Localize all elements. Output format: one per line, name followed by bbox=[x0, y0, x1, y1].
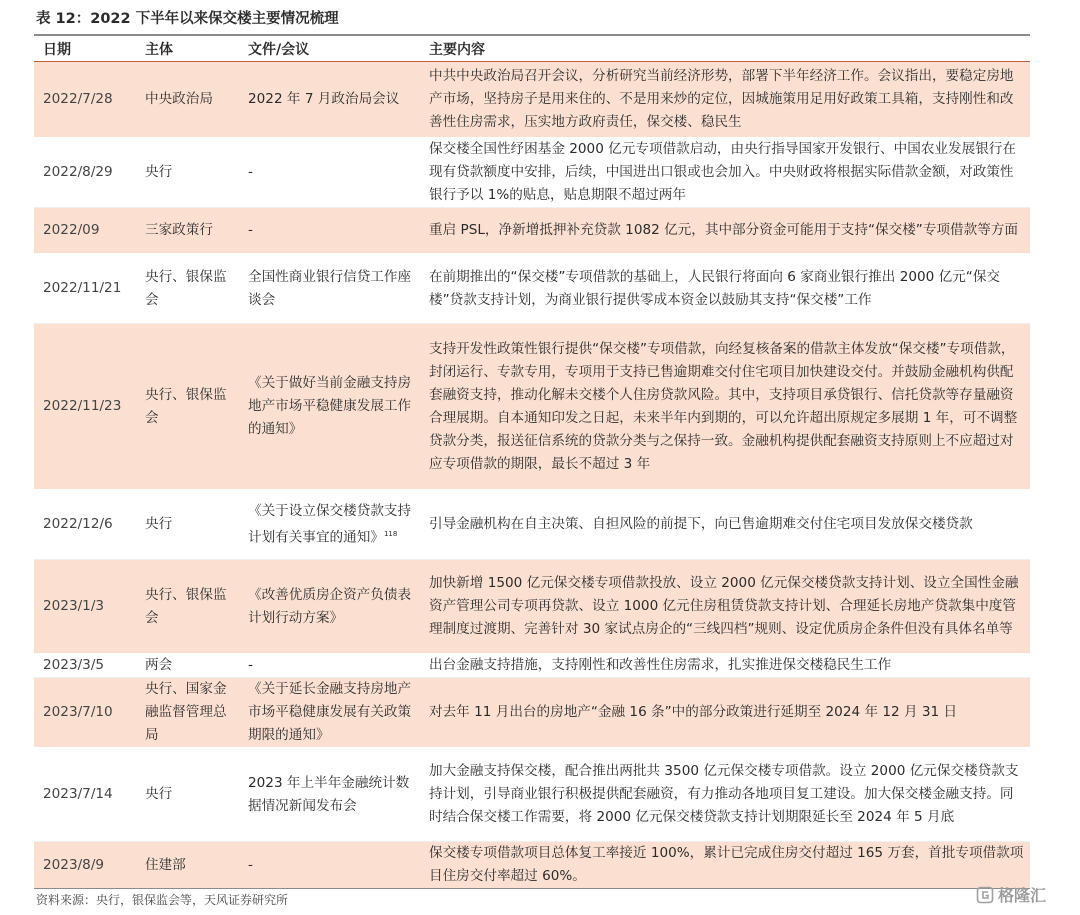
cell-entity bbox=[136, 748, 239, 842]
header-document: 文件/会议 bbox=[239, 35, 420, 62]
cell-document-text: 《关于设立保交楼贷款支持计划有关事宜的通知》 bbox=[248, 502, 412, 546]
source-note: 资料来源：央行，银保监会等，天风证券研究所 bbox=[36, 893, 289, 907]
header-date: 日期 bbox=[34, 35, 136, 62]
cell-content bbox=[420, 254, 1030, 324]
cell-date-text: 2023/7/10 bbox=[43, 704, 113, 720]
cell-content bbox=[420, 678, 1030, 748]
cell-document bbox=[239, 490, 420, 560]
cell-document-text: 2022 年 7 月政治局会议 bbox=[248, 91, 400, 107]
cell-content bbox=[420, 324, 1030, 490]
cell-entity-text: 央行、银保监会 bbox=[145, 268, 227, 308]
cell-date-text: 2023/3/5 bbox=[43, 657, 105, 673]
cell-content-text: 支持开发性政策性银行提供“保交楼”专项借款，向经复核备案的借款主体发放“保交楼”专项借款，封闭运行、专款专用，专项用于支持已售逾期难交付住宅项目加快建设交付。并鼓励金融机构供配套融资支持，推动化解未交楼个人住房贷款风险。其中，支持项目承贷银行、信托贷款等存量融资合理展期。自本通知印发之日起，未来半年内到期的，可以允许超出原规定多展期 1 年，可不调整贷款分类，报送征信系统的贷款分类与之保持一致。金融机构提供配套融资支持原则上不应超过对应专项借款的期限，最长不超过 3 年 bbox=[429, 340, 1018, 472]
table-row bbox=[34, 254, 1030, 324]
cell-content bbox=[420, 748, 1030, 842]
cell-content-text: 出台金融支持措施，支持刚性和改善性住房需求，扎实推进保交楼稳民生工作 bbox=[429, 657, 892, 673]
cell-entity-text: 央行、国家金融监督管理总局 bbox=[145, 681, 227, 743]
cell-document bbox=[239, 842, 420, 889]
cell-document bbox=[239, 254, 420, 324]
table-header bbox=[34, 35, 1030, 62]
cell-date bbox=[34, 842, 136, 889]
cell-entity-text: 三家政策行 bbox=[145, 222, 213, 238]
cell-date-text: 2022/11/21 bbox=[43, 280, 122, 296]
table-title: 表 12：2022 下半年以来保交楼主要情况梳理 bbox=[36, 11, 339, 27]
policy-table bbox=[34, 34, 1030, 889]
cell-entity-text: 央行 bbox=[145, 786, 173, 802]
cell-entity bbox=[136, 490, 239, 560]
cell-document bbox=[239, 62, 420, 138]
cell-content-text: 在前期推出的“保交楼”专项借款的基础上，人民银行将面向 6 家商业银行推出 2000 亿元“保交楼”贷款支持计划，为商业银行提供零成本资金以鼓励其支持“保交楼”工作 bbox=[429, 268, 1001, 308]
cell-date bbox=[34, 138, 136, 208]
cell-document-text: - bbox=[248, 856, 253, 873]
cell-content-text: 引导金融机构在自主决策、自担风险的前提下，向已售逾期难交付住宅项目发放保交楼贷款 bbox=[429, 516, 973, 532]
header-entity: 主体 bbox=[136, 35, 239, 62]
cell-entity-text: 中央政治局 bbox=[145, 91, 213, 107]
cell-date-text: 2022/7/28 bbox=[43, 91, 113, 107]
cell-date bbox=[34, 62, 136, 138]
cell-entity-text: 央行、银保监会 bbox=[145, 386, 227, 426]
cell-document-text: - bbox=[248, 222, 253, 238]
table-body bbox=[34, 62, 1030, 889]
cell-document bbox=[239, 324, 420, 490]
cell-entity bbox=[136, 560, 239, 654]
table-row bbox=[34, 748, 1030, 842]
cell-date-text: 2022/09 bbox=[43, 222, 100, 238]
cell-content bbox=[420, 208, 1030, 254]
cell-date-text: 2023/8/9 bbox=[43, 856, 105, 873]
cell-content-text: 保交楼全国性纾困基金 2000 亿元专项借款启动，由央行指导国家开发银行、中国农业发展银行在现有贷款额度中安排，后续，中国进出口银或也会加入。中央财政将根据实际借款金额，对政策性银行予以 1%的贴息，贴息期限不超过两年 bbox=[429, 141, 1016, 203]
cell-entity-text: 央行 bbox=[145, 164, 173, 180]
cell-entity bbox=[136, 208, 239, 254]
cell-content bbox=[420, 560, 1030, 654]
cell-content-text: 重启 PSL，净新增抵押补充贷款 1082 亿元，其中部分资金可能用于支持“保交楼”专项借款等方面 bbox=[429, 222, 1019, 238]
cell-document-text: 《改善优质房企资产负债表计划行动方案》 bbox=[248, 586, 412, 626]
cell-content-text: 保交楼专项借款项目总体复工率接近 100%，累计已完成住房交付超过 165 万套，首批专项借款项目住房交付率超过 60%。 bbox=[429, 845, 1024, 884]
cell-content-text: 对去年 11 月出台的房地产“金融 16 条”中的部分政策进行延期至 2024 年 12 月 31 日 bbox=[429, 704, 958, 720]
cell-content-text: 中共中央政治局召开会议，分析研究当前经济形势，部署下半年经济工作。会议指出，要稳定房地产市场，坚持房子是用来住的、不是用来炒的定位，因城施策用足用好政策工具箱，支持刚性和改善性住房需求，压实地方政府责任，保交楼、稳民生 bbox=[429, 68, 1014, 130]
cell-entity-text: 央行、银保监会 bbox=[145, 586, 227, 626]
cell-date-text: 2023/1/3 bbox=[43, 598, 105, 614]
cell-document bbox=[239, 560, 420, 654]
table-row bbox=[34, 208, 1030, 254]
cell-date-text: 2023/7/14 bbox=[43, 786, 113, 802]
cell-content-text: 加大金融支持保交楼，配合推出两批共 3500 亿元保交楼专项借款。设立 2000 亿元保交楼贷款支持计划，引导商业银行积极提供配套融资，有力推动各地项目复工建设。加大保交楼金融支持。同时结合保交楼工作需要，将 2000 亿元保交楼贷款支持计划期限延长至 2024 年 5 月底 bbox=[429, 763, 1019, 825]
cell-entity bbox=[136, 254, 239, 324]
table-row bbox=[34, 324, 1030, 490]
cell-entity-text: 央行 bbox=[145, 516, 173, 532]
cell-entity bbox=[136, 842, 239, 889]
cell-entity bbox=[136, 62, 239, 138]
cell-entity-text: 两会 bbox=[145, 657, 173, 673]
cell-date bbox=[34, 490, 136, 560]
table-row bbox=[34, 560, 1030, 654]
cell-date bbox=[34, 254, 136, 324]
cell-document bbox=[239, 138, 420, 208]
watermark-text: 格隆汇 bbox=[997, 886, 1046, 905]
table-row bbox=[34, 654, 1030, 678]
cell-content bbox=[420, 654, 1030, 678]
cell-date-text: 2022/11/23 bbox=[43, 398, 122, 414]
table-row bbox=[34, 678, 1030, 748]
cell-document-text: 《关于延长金融支持房地产市场平稳健康发展有关政策期限的通知》 bbox=[248, 681, 412, 743]
cell-document-text: 全国性商业银行信贷工作座谈会 bbox=[248, 268, 412, 308]
cell-entity-text: 住建部 bbox=[145, 856, 186, 873]
cell-date-text: 2022/12/6 bbox=[43, 516, 113, 532]
cell-entity bbox=[136, 324, 239, 490]
cell-content-text: 加快新增 1500 亿元保交楼专项借款投放、设立 2000 亿元保交楼贷款支持计划、设立全国性金融资产管理公司专项再贷款、设立 1000 亿元住房租赁贷款支持计划、合理延长房地产贷款集中度管理制度过渡期、完善针对 30 家试点房企的“三线四档”规则、设定优质房企条件但没有具体名单等 bbox=[429, 575, 1019, 637]
cell-document bbox=[239, 748, 420, 842]
cell-content bbox=[420, 138, 1030, 208]
footnote-marker: 118 bbox=[383, 529, 398, 538]
cell-date bbox=[34, 324, 136, 490]
cell-document-text: - bbox=[248, 164, 253, 180]
cell-document-text: 《关于做好当前金融支持房地产市场平稳健康发展工作的通知》 bbox=[248, 375, 412, 437]
cell-date bbox=[34, 678, 136, 748]
cell-document-text: 2023 年上半年金融统计数据情况新闻发布会 bbox=[248, 774, 410, 814]
table-row bbox=[34, 138, 1030, 208]
table-row bbox=[34, 490, 1030, 560]
cell-entity bbox=[136, 654, 239, 678]
cell-date-text: 2022/8/29 bbox=[43, 164, 113, 180]
logo-icon bbox=[976, 886, 994, 904]
cell-content bbox=[420, 490, 1030, 560]
cell-date bbox=[34, 654, 136, 678]
cell-document bbox=[239, 208, 420, 254]
cell-content bbox=[420, 842, 1030, 889]
cell-date bbox=[34, 208, 136, 254]
cell-document bbox=[239, 678, 420, 748]
cell-date bbox=[34, 748, 136, 842]
table-row bbox=[34, 62, 1030, 138]
cell-document bbox=[239, 654, 420, 678]
watermark-logo bbox=[976, 883, 1046, 906]
header-content: 主要内容 bbox=[420, 35, 1030, 62]
table-row bbox=[34, 842, 1030, 889]
cell-entity bbox=[136, 678, 239, 748]
cell-content bbox=[420, 62, 1030, 138]
cell-date bbox=[34, 560, 136, 654]
cell-entity bbox=[136, 138, 239, 208]
cell-document-text: - bbox=[248, 657, 253, 673]
